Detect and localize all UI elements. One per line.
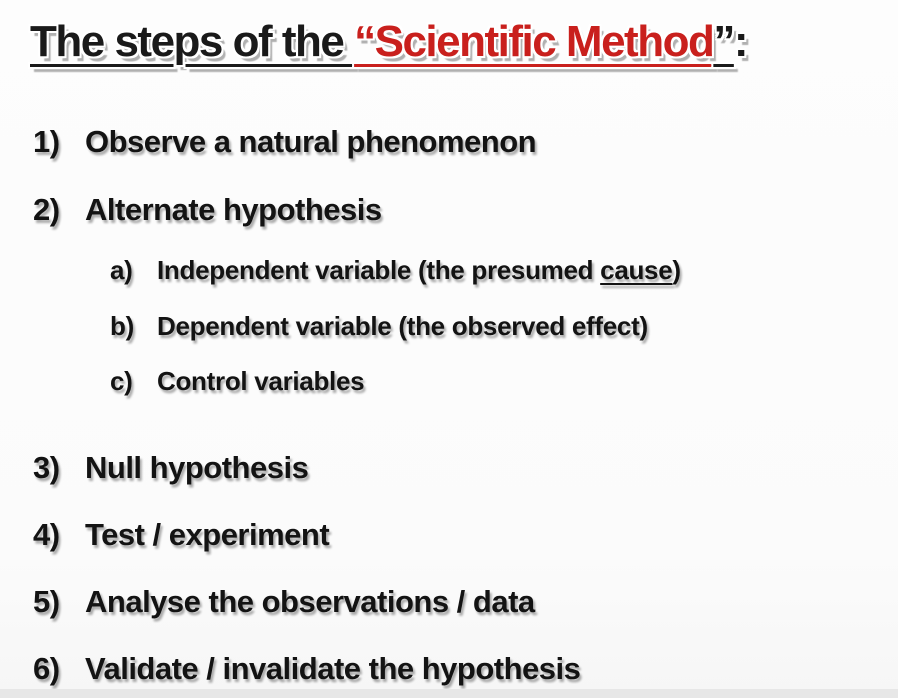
sub-item-a	[110, 256, 681, 286]
title-highlight-text: “Scientific Method	[354, 17, 714, 66]
sub-item-c	[110, 367, 364, 397]
sub-item-a-text-before: Independent variable (the presumed	[157, 255, 601, 285]
list-item-4-marker: 4)	[33, 517, 60, 552]
sub-item-b-marker: b)	[110, 311, 134, 341]
list-item-2-text: Alternate hypothesis	[85, 192, 382, 227]
list-item-6	[33, 651, 580, 687]
list-item-2-marker: 2)	[33, 192, 60, 227]
sub-item-b	[110, 312, 648, 342]
sub-item-a-underlined-word: cause	[600, 255, 673, 285]
list-item-6-text: Validate / invalidate the hypothesis	[85, 651, 581, 686]
list-item-3	[33, 450, 308, 486]
sub-item-a-marker: a)	[110, 255, 133, 285]
sub-item-c-marker: c)	[110, 366, 133, 396]
sub-item-b-text: Dependent variable (the observed effect)	[157, 311, 648, 341]
list-item-5-text: Analyse the observations / data	[85, 584, 535, 619]
list-item-6-marker: 6)	[33, 651, 60, 686]
sub-item-a-text-after: )	[672, 255, 681, 285]
bottom-edge-band	[0, 689, 898, 698]
list-item-1-marker: 1)	[33, 124, 60, 159]
title-colon: :	[733, 17, 747, 66]
title-lead-text: The steps of the	[30, 17, 355, 66]
list-item-5-marker: 5)	[33, 584, 60, 619]
list-item-4	[33, 517, 329, 553]
sub-item-a-text	[157, 256, 681, 286]
list-item-3-text: Null hypothesis	[85, 450, 309, 485]
title-close-quote: ”	[713, 17, 734, 66]
list-item-1-text: Observe a natural phenomenon	[85, 124, 537, 159]
list-item-1	[33, 124, 536, 160]
slide-title	[30, 14, 747, 69]
list-item-3-marker: 3)	[33, 450, 60, 485]
sub-item-c-text: Control variables	[157, 366, 365, 396]
list-item-2	[33, 192, 382, 228]
list-item-5	[33, 584, 535, 620]
list-item-4-text: Test / experiment	[85, 517, 330, 552]
